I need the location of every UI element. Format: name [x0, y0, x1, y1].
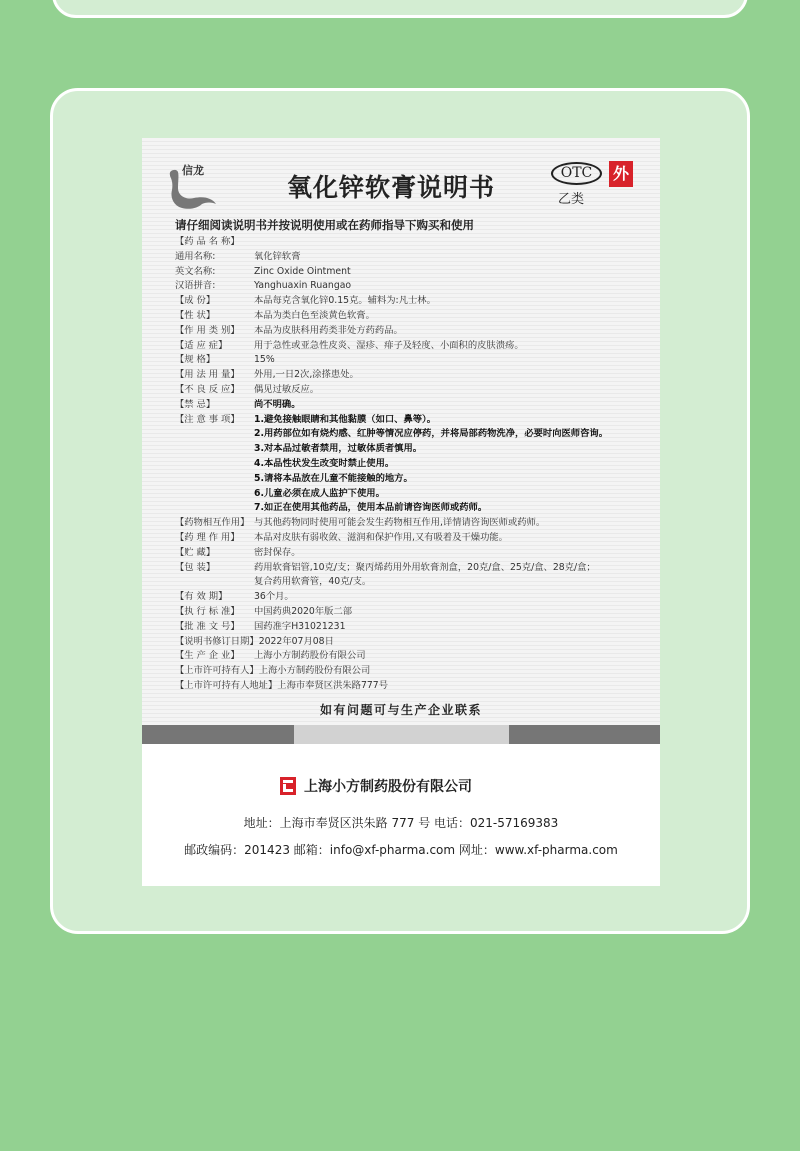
field-value: 氧化锌软膏 [254, 250, 301, 262]
company-logo-icon [280, 777, 296, 795]
page-title: 氧化锌软膏说明书 [287, 173, 496, 202]
field-value: 上海小方制药股份有限公司 [254, 650, 366, 662]
field-label: 【上市许可持有人地址】 [175, 679, 278, 691]
field-label: 【药物相互作用】 [175, 517, 250, 529]
field-row [175, 279, 655, 294]
top-card [52, 0, 748, 18]
field-label: 【药 品 名 称】 [175, 236, 240, 247]
field-row [175, 235, 655, 250]
field-value: 36个月。 [254, 591, 294, 603]
company-name [280, 776, 472, 796]
external-use-badge: 外 [609, 161, 633, 187]
precaution-item: 7.如正在使用其他药品，使用本品前请咨询医师或药师。 [254, 502, 488, 514]
field-value-continued: 复合药用软膏管，40克/支。 [254, 576, 372, 588]
field-row [175, 546, 655, 561]
field-row [175, 339, 655, 354]
company-name-text: 上海小方制药股份有限公司 [304, 779, 472, 795]
grey-bar-right [509, 725, 660, 744]
field-row [175, 368, 655, 383]
field-label: 【注 意 事 项】 [175, 413, 240, 425]
field-row [175, 635, 655, 650]
field-row [175, 250, 655, 265]
precaution-item: 2.用药部位如有烧灼感、红肿等情况应停药，并将局部药物洗净，必要时向医师咨询。 [254, 428, 608, 440]
field-value: 用于急性或亚急性皮炎、湿疹、痱子及轻度、小面积的皮肤溃疡。 [254, 339, 524, 351]
field-value: Zinc Oxide Ointment [254, 265, 351, 277]
precaution-item: 5.请将本品放在儿童不能接触的地方。 [254, 472, 413, 484]
grey-bar-left [142, 725, 294, 744]
field-label: 【作 用 类 别】 [175, 324, 240, 336]
field-value: 15% [254, 354, 275, 366]
field-value: 中国药典2020年版二部 [254, 605, 353, 617]
field-label: 通用名称: [175, 250, 216, 262]
field-label: 【适 应 症】 [175, 339, 228, 351]
precaution-item: 1.避免接触眼睛和其他黏膜（如口、鼻等）。 [254, 413, 436, 425]
field-value: 上海市奉贤区洪朱路777号 [277, 679, 388, 691]
field-value: 本品每克含氧化锌0.15克。辅料为:凡士林。 [254, 295, 436, 307]
field-label: 【性 状】 [175, 309, 216, 321]
field-row [175, 309, 655, 324]
field-label: 【说明书修订日期】 [175, 635, 259, 647]
address-line: 地址：上海市奉贤区洪朱路 777 号 电话：021-57169383 [243, 816, 559, 830]
field-value: 上海小方制药股份有限公司 [258, 665, 371, 677]
field-row [175, 679, 655, 694]
postal-line: 邮政编码：201423 邮箱：info@xf-pharma.com 网址：www.xf-pharma.com [184, 843, 618, 857]
field-row [175, 561, 655, 576]
field-label: 【成 份】 [175, 295, 216, 307]
field-value: 密封保存。 [254, 546, 301, 558]
field-row [175, 516, 655, 531]
field-label: 【用 法 用 量】 [175, 369, 240, 381]
instruction-sheet [142, 138, 660, 886]
field-label: 【药 理 作 用】 [175, 531, 240, 543]
field-label: 【批 准 文 号】 [175, 620, 240, 632]
field-label: 【执 行 标 准】 [175, 605, 240, 617]
field-label: 【生 产 企 业】 [175, 650, 240, 662]
field-row [175, 398, 655, 413]
field-row [175, 324, 655, 339]
field-row [175, 265, 655, 280]
field-value: 外用,一日2次,涂搽患处。 [254, 369, 359, 381]
field-value: 与其他药物同时使用可能会发生药物相互作用,详情请咨询医师或药师。 [254, 517, 546, 529]
brand-name: 信龙 [182, 164, 204, 177]
field-value: 尚不明确。 [254, 398, 301, 410]
field-row [175, 620, 655, 635]
field-label: 汉语拼音: [175, 280, 216, 292]
field-label: 英文名称: [175, 265, 216, 277]
precaution-item: 4.本品性状发生改变时禁止使用。 [254, 457, 395, 469]
field-label: 【不 良 反 应】 [175, 383, 240, 395]
field-value: 国药准字H31021231 [254, 620, 346, 632]
field-value: 偶见过敏反应。 [254, 383, 320, 395]
grey-bar-middle [294, 725, 509, 744]
field-label: 【包 装】 [175, 561, 216, 573]
field-label: 【规 格】 [175, 354, 216, 366]
field-row [175, 294, 655, 309]
field-row [175, 649, 655, 664]
usage-warning: 请仔细阅读说明书并按说明使用或在药师指导下购买和使用 [175, 218, 474, 232]
otc-label: OTC [551, 162, 602, 185]
field-label: 【有 效 期】 [175, 591, 228, 603]
field-value: 本品为类白色至淡黄色软膏。 [254, 309, 375, 321]
field-value: 药用软膏铝管,10克/支；聚丙烯药用外用软膏剂盒，20克/盒、25克/盒、28克/盒； [254, 561, 596, 573]
field-value: 本品对皮肤有弱收敛、滋润和保护作用,又有吸着及干燥功能。 [254, 531, 508, 543]
field-row [175, 353, 655, 368]
precaution-item: 6.儿童必须在成人监护下使用。 [254, 487, 385, 499]
field-value: 2022年07月08日 [258, 635, 334, 647]
otc-class: 乙类 [558, 192, 585, 207]
contact-line: 如有问题可与生产企业联系 [319, 703, 482, 717]
field-label: 【上市许可持有人】 [175, 665, 259, 677]
field-value: Yanghuaxin Ruangao [254, 280, 352, 292]
precautions-row [175, 413, 655, 428]
field-list [175, 235, 655, 694]
field-row [175, 664, 655, 679]
field-row [175, 383, 655, 398]
field-row [175, 605, 655, 620]
precaution-item: 3.对本品过敏者禁用，过敏体质者慎用。 [254, 443, 423, 455]
field-label: 【贮 藏】 [175, 546, 216, 558]
field-row [175, 590, 655, 605]
field-value: 本品为皮肤科用药类非处方药药品。 [254, 324, 403, 336]
field-row [175, 531, 655, 546]
field-label: 【禁 忌】 [175, 398, 216, 410]
